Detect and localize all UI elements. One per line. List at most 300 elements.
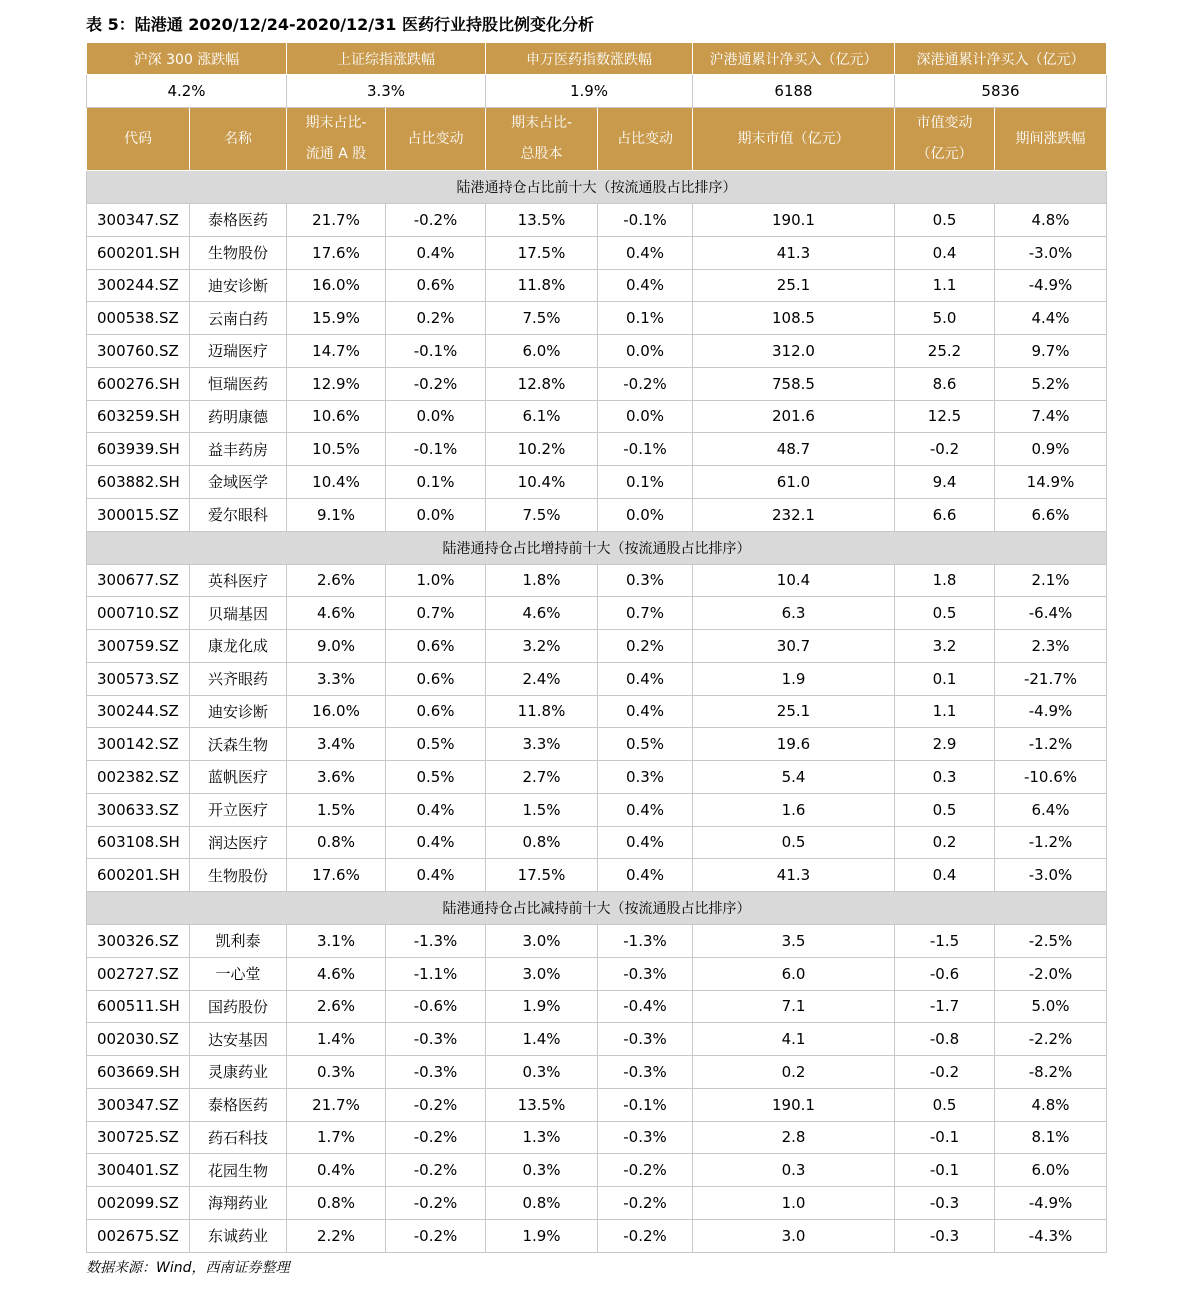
table-row [87, 957, 1107, 990]
table-row [87, 990, 1107, 1023]
stock-name: 药明康德 [190, 400, 287, 433]
table-cell: 0.0% [386, 400, 486, 433]
col-header-total-change: 占比变动 [598, 108, 693, 171]
table-cell: 232.1 [693, 498, 895, 531]
table-cell: 2.3% [995, 630, 1107, 663]
stock-code: 002030.SZ [87, 1023, 190, 1056]
table-cell: 3.2% [486, 630, 598, 663]
table-cell: -4.9% [995, 269, 1107, 302]
stock-name: 海翔药业 [190, 1187, 287, 1220]
table-cell: 0.2% [386, 302, 486, 335]
table-cell: 17.5% [486, 859, 598, 892]
summary-header: 深港通累计净买入（亿元） [895, 43, 1107, 75]
table-cell: 17.6% [287, 236, 386, 269]
table-cell: 10.6% [287, 400, 386, 433]
table-cell: -0.3% [598, 1056, 693, 1089]
table-cell: -0.2 [895, 433, 995, 466]
table-cell: 0.5% [386, 761, 486, 794]
table-cell: -1.2% [995, 728, 1107, 761]
table-row [87, 269, 1107, 302]
stock-name: 花园生物 [190, 1154, 287, 1187]
table-row [87, 1154, 1107, 1187]
table-row [87, 728, 1107, 761]
table-cell: 14.7% [287, 335, 386, 368]
table-row [87, 662, 1107, 695]
table-cell: 201.6 [693, 400, 895, 433]
summary-value: 3.3% [287, 75, 486, 108]
summary-header: 沪深 300 涨跌幅 [87, 43, 287, 75]
table-cell: 10.2% [486, 433, 598, 466]
stock-code: 603259.SH [87, 400, 190, 433]
table-cell: 0.6% [386, 695, 486, 728]
table-row [87, 400, 1107, 433]
stock-name: 金域医学 [190, 466, 287, 499]
table-cell: 0.4% [598, 793, 693, 826]
table-cell: 0.8% [287, 1187, 386, 1220]
table-cell: -6.4% [995, 597, 1107, 630]
summary-value: 1.9% [486, 75, 693, 108]
table-cell: 0.3% [598, 761, 693, 794]
col-header-total-ratio [486, 108, 598, 171]
table-cell: 0.8% [287, 826, 386, 859]
table-cell: 8.6 [895, 367, 995, 400]
table-cell: 4.8% [995, 204, 1107, 237]
table-cell: 0.5 [895, 793, 995, 826]
table-cell: -0.1% [598, 204, 693, 237]
table-cell: -0.2% [598, 367, 693, 400]
table-cell: 1.1 [895, 695, 995, 728]
table-cell: 7.1 [693, 990, 895, 1023]
table-cell: 1.4% [486, 1023, 598, 1056]
table-cell: 0.7% [386, 597, 486, 630]
table-cell: 6.3 [693, 597, 895, 630]
table-cell: 0.3% [486, 1154, 598, 1187]
holdings-table [86, 42, 1107, 1253]
table-cell: -2.0% [995, 957, 1107, 990]
stock-name: 药石科技 [190, 1121, 287, 1154]
table-cell: 4.6% [287, 957, 386, 990]
data-source-note: 数据来源：Wind，西南证券整理 [86, 1260, 290, 1276]
stock-code: 300244.SZ [87, 695, 190, 728]
table-cell: -0.4% [598, 990, 693, 1023]
stock-name: 达安基因 [190, 1023, 287, 1056]
stock-code: 300347.SZ [87, 204, 190, 237]
table-cell: -0.2 [895, 1056, 995, 1089]
table-cell: -3.0% [995, 859, 1107, 892]
table-row [87, 236, 1107, 269]
table-cell: -0.1% [386, 335, 486, 368]
table-cell: 5.2% [995, 367, 1107, 400]
col-header-line: 流通 A 股 [305, 146, 367, 162]
table-cell: 9.7% [995, 335, 1107, 368]
col-header-mv-change [895, 108, 995, 171]
stock-name: 云南白药 [190, 302, 287, 335]
col-header-float-ratio [287, 108, 386, 171]
stock-code: 300760.SZ [87, 335, 190, 368]
table-cell: 4.6% [486, 597, 598, 630]
table-cell: 2.7% [486, 761, 598, 794]
table-title: 表 5：陆港通 2020/12/24-2020/12/31 医药行业持股比例变化分析 [86, 15, 594, 34]
table-cell: 0.9% [995, 433, 1107, 466]
table-row [87, 1088, 1107, 1121]
table-cell: 1.9% [486, 990, 598, 1023]
table-cell: 3.3% [486, 728, 598, 761]
table-cell: -21.7% [995, 662, 1107, 695]
section-title: 陆港通持仓占比增持前十大（按流通股占比排序） [87, 531, 1107, 564]
table-cell: 12.5 [895, 400, 995, 433]
table-row [87, 859, 1107, 892]
table-cell: 0.0% [386, 498, 486, 531]
stock-code: 300326.SZ [87, 925, 190, 958]
table-cell: -0.3% [386, 1023, 486, 1056]
table-row [87, 302, 1107, 335]
stock-name: 迪安诊断 [190, 269, 287, 302]
table-row [87, 433, 1107, 466]
table-cell: 190.1 [693, 204, 895, 237]
table-cell: -0.3 [895, 1219, 995, 1252]
stock-name: 生物股份 [190, 859, 287, 892]
table-cell: 1.6 [693, 793, 895, 826]
table-row [87, 925, 1107, 958]
table-cell: -1.5 [895, 925, 995, 958]
stock-code: 300347.SZ [87, 1088, 190, 1121]
table-cell: -0.2% [598, 1154, 693, 1187]
table-cell: 0.4 [895, 859, 995, 892]
section-title: 陆港通持仓占比前十大（按流通股占比排序） [87, 171, 1107, 204]
table-row [87, 793, 1107, 826]
stock-name: 益丰药房 [190, 433, 287, 466]
table-row [87, 1056, 1107, 1089]
table-cell: 0.5 [895, 597, 995, 630]
stock-name: 沃森生物 [190, 728, 287, 761]
table-cell: 0.6% [386, 662, 486, 695]
table-cell: 0.3% [486, 1056, 598, 1089]
table-row [87, 597, 1107, 630]
table-cell: 10.4% [287, 466, 386, 499]
table-row [87, 1187, 1107, 1220]
table-cell: -0.1% [598, 1088, 693, 1121]
stock-code: 300725.SZ [87, 1121, 190, 1154]
table-cell: 48.7 [693, 433, 895, 466]
col-header-market-value: 期末市值（亿元） [693, 108, 895, 171]
table-cell: 0.5 [693, 826, 895, 859]
summary-header: 沪港通累计净买入（亿元） [693, 43, 895, 75]
table-row [87, 466, 1107, 499]
table-row [87, 335, 1107, 368]
stock-name: 国药股份 [190, 990, 287, 1023]
table-cell: 0.1% [598, 302, 693, 335]
table-cell: -0.2% [386, 1121, 486, 1154]
stock-name: 泰格医药 [190, 204, 287, 237]
table-cell: 108.5 [693, 302, 895, 335]
stock-code: 300142.SZ [87, 728, 190, 761]
table-cell: 312.0 [693, 335, 895, 368]
table-cell: -3.0% [995, 236, 1107, 269]
table-cell: -0.3% [598, 1023, 693, 1056]
stock-code: 300015.SZ [87, 498, 190, 531]
table-cell: 6.0% [995, 1154, 1107, 1187]
table-cell: 21.7% [287, 204, 386, 237]
table-cell: -8.2% [995, 1056, 1107, 1089]
table-cell: 1.8 [895, 564, 995, 597]
table-cell: 0.6% [386, 630, 486, 663]
col-header-line: 期末占比- [305, 115, 367, 131]
table-cell: -1.7 [895, 990, 995, 1023]
stock-name: 英科医疗 [190, 564, 287, 597]
table-cell: -4.9% [995, 695, 1107, 728]
col-header-period-return: 期间涨跌幅 [995, 108, 1107, 171]
table-cell: -2.5% [995, 925, 1107, 958]
table-cell: -1.2% [995, 826, 1107, 859]
table-cell: 9.0% [287, 630, 386, 663]
summary-value: 4.2% [87, 75, 287, 108]
table-cell: 25.2 [895, 335, 995, 368]
table-row [87, 630, 1107, 663]
table-cell: 9.4 [895, 466, 995, 499]
table-cell: -0.1 [895, 1121, 995, 1154]
table-cell: 2.2% [287, 1219, 386, 1252]
col-header-line: 市值变动 [916, 115, 973, 131]
table-cell: 0.4% [598, 662, 693, 695]
table-cell: 0.1% [386, 466, 486, 499]
table-cell: 30.7 [693, 630, 895, 663]
table-cell: 3.0 [693, 1219, 895, 1252]
table-cell: 0.3% [287, 1056, 386, 1089]
stock-name: 迪安诊断 [190, 695, 287, 728]
stock-code: 603669.SH [87, 1056, 190, 1089]
table-cell: 0.4 [895, 236, 995, 269]
table-cell: 13.5% [486, 204, 598, 237]
table-cell: 3.1% [287, 925, 386, 958]
table-cell: -0.3% [598, 1121, 693, 1154]
table-cell: 41.3 [693, 236, 895, 269]
table-cell: 0.4% [598, 695, 693, 728]
table-cell: 17.6% [287, 859, 386, 892]
stock-code: 600201.SH [87, 236, 190, 269]
table-cell: -0.1% [598, 433, 693, 466]
summary-header: 申万医药指数涨跌幅 [486, 43, 693, 75]
table-cell: -0.2% [386, 1219, 486, 1252]
table-cell: 0.2 [895, 826, 995, 859]
stock-name: 生物股份 [190, 236, 287, 269]
table-cell: 13.5% [486, 1088, 598, 1121]
table-cell: 17.5% [486, 236, 598, 269]
table-cell: 2.9 [895, 728, 995, 761]
stock-code: 603108.SH [87, 826, 190, 859]
table-row [87, 1023, 1107, 1056]
table-cell: -4.9% [995, 1187, 1107, 1220]
stock-code: 300573.SZ [87, 662, 190, 695]
stock-code: 002099.SZ [87, 1187, 190, 1220]
table-cell: 1.0% [386, 564, 486, 597]
table-cell: 11.8% [486, 695, 598, 728]
table-row [87, 204, 1107, 237]
table-cell: -0.2% [386, 367, 486, 400]
table-row [87, 695, 1107, 728]
stock-name: 恒瑞医药 [190, 367, 287, 400]
table-row [87, 564, 1107, 597]
stock-code: 300677.SZ [87, 564, 190, 597]
table-cell: -0.3% [386, 1056, 486, 1089]
stock-code: 600511.SH [87, 990, 190, 1023]
table-cell: 0.2% [598, 630, 693, 663]
table-cell: 1.8% [486, 564, 598, 597]
col-header-float-change: 占比变动 [386, 108, 486, 171]
table-cell: 1.5% [287, 793, 386, 826]
table-cell: 0.5% [598, 728, 693, 761]
table-cell: -10.6% [995, 761, 1107, 794]
table-row [87, 498, 1107, 531]
table-cell: -4.3% [995, 1219, 1107, 1252]
table-cell: -1.1% [386, 957, 486, 990]
table-cell: 6.6% [995, 498, 1107, 531]
table-row [87, 826, 1107, 859]
table-cell: 0.4% [598, 859, 693, 892]
summary-value: 5836 [895, 75, 1107, 108]
table-cell: 3.0% [486, 925, 598, 958]
table-cell: -0.3% [598, 957, 693, 990]
table-cell: 6.0 [693, 957, 895, 990]
table-cell: -0.8 [895, 1023, 995, 1056]
section-title: 陆港通持仓占比减持前十大（按流通股占比排序） [87, 892, 1107, 925]
table-cell: 0.3% [598, 564, 693, 597]
table-cell: 15.9% [287, 302, 386, 335]
table-cell: 2.8 [693, 1121, 895, 1154]
stock-name: 泰格医药 [190, 1088, 287, 1121]
summary-header: 上证综指涨跌幅 [287, 43, 486, 75]
table-cell: 8.1% [995, 1121, 1107, 1154]
table-cell: -0.2% [598, 1219, 693, 1252]
col-header-line: 期末占比- [510, 115, 573, 131]
table-cell: 758.5 [693, 367, 895, 400]
table-cell: 3.5 [693, 925, 895, 958]
stock-code: 300759.SZ [87, 630, 190, 663]
table-cell: 25.1 [693, 695, 895, 728]
summary-header-row [87, 43, 1107, 75]
table-cell: 3.3% [287, 662, 386, 695]
table-cell: -0.6 [895, 957, 995, 990]
table-cell: 1.9 [693, 662, 895, 695]
table-cell: 0.4% [386, 793, 486, 826]
table-cell: 2.6% [287, 564, 386, 597]
table-cell: 1.0 [693, 1187, 895, 1220]
table-cell: 19.6 [693, 728, 895, 761]
table-row [87, 761, 1107, 794]
table-cell: 5.0 [895, 302, 995, 335]
table-cell: 0.0% [598, 400, 693, 433]
summary-value-row [87, 75, 1107, 108]
table-cell: 3.6% [287, 761, 386, 794]
table-cell: 12.9% [287, 367, 386, 400]
table-cell: 2.6% [287, 990, 386, 1023]
stock-name: 康龙化成 [190, 630, 287, 663]
table-cell: 16.0% [287, 695, 386, 728]
table-cell: 10.4% [486, 466, 598, 499]
stock-code: 002675.SZ [87, 1219, 190, 1252]
table-cell: -0.2% [386, 1088, 486, 1121]
stock-name: 东诚药业 [190, 1219, 287, 1252]
table-cell: 4.4% [995, 302, 1107, 335]
table-cell: -0.1 [895, 1154, 995, 1187]
table-cell: 6.0% [486, 335, 598, 368]
table-cell: -1.3% [386, 925, 486, 958]
table-cell: 0.3 [895, 761, 995, 794]
table-cell: 0.2 [693, 1056, 895, 1089]
table-cell: -2.2% [995, 1023, 1107, 1056]
table-cell: -0.2% [386, 1187, 486, 1220]
stock-code: 000538.SZ [87, 302, 190, 335]
table-cell: 0.4% [598, 826, 693, 859]
section-header-row [87, 531, 1107, 564]
stock-name: 迈瑞医疗 [190, 335, 287, 368]
table-cell: 7.4% [995, 400, 1107, 433]
stock-name: 一心堂 [190, 957, 287, 990]
stock-code: 600276.SH [87, 367, 190, 400]
stock-name: 贝瑞基因 [190, 597, 287, 630]
stock-name: 爱尔眼科 [190, 498, 287, 531]
stock-name: 灵康药业 [190, 1056, 287, 1089]
table-cell: 5.4 [693, 761, 895, 794]
table-cell: 25.1 [693, 269, 895, 302]
table-cell: -1.3% [598, 925, 693, 958]
table-cell: -0.2% [386, 204, 486, 237]
table-cell: 0.6% [386, 269, 486, 302]
table-cell: 4.1 [693, 1023, 895, 1056]
table-cell: 1.7% [287, 1121, 386, 1154]
table-cell: 4.6% [287, 597, 386, 630]
table-cell: 0.4% [287, 1154, 386, 1187]
table-cell: 3.4% [287, 728, 386, 761]
table-cell: -0.1% [386, 433, 486, 466]
table-cell: -0.2% [598, 1187, 693, 1220]
table-cell: 1.4% [287, 1023, 386, 1056]
table-cell: 5.0% [995, 990, 1107, 1023]
table-cell: 16.0% [287, 269, 386, 302]
table-cell: 1.1 [895, 269, 995, 302]
col-header-line: 总股本 [520, 146, 563, 162]
table-cell: 0.1 [895, 662, 995, 695]
table-cell: 0.4% [386, 236, 486, 269]
summary-value: 6188 [693, 75, 895, 108]
table-cell: 3.2 [895, 630, 995, 663]
stock-code: 603939.SH [87, 433, 190, 466]
table-cell: 0.7% [598, 597, 693, 630]
section-header-row [87, 892, 1107, 925]
table-cell: 6.6 [895, 498, 995, 531]
table-row [87, 1219, 1107, 1252]
stock-code: 600201.SH [87, 859, 190, 892]
stock-name: 兴齐眼药 [190, 662, 287, 695]
table-cell: 0.8% [486, 1187, 598, 1220]
section-header-row [87, 171, 1107, 204]
table-cell: 10.4 [693, 564, 895, 597]
table-cell: 11.8% [486, 269, 598, 302]
table-cell: 1.3% [486, 1121, 598, 1154]
table-cell: 12.8% [486, 367, 598, 400]
table-cell: 0.4% [386, 859, 486, 892]
col-header-line: （亿元） [916, 146, 973, 162]
stock-code: 000710.SZ [87, 597, 190, 630]
table-cell: 0.4% [598, 269, 693, 302]
table-cell: 10.5% [287, 433, 386, 466]
col-header-code: 代码 [87, 108, 190, 171]
table-cell: 0.0% [598, 335, 693, 368]
stock-code: 300244.SZ [87, 269, 190, 302]
table-row [87, 367, 1107, 400]
table-cell: 0.4% [598, 236, 693, 269]
table-row [87, 1121, 1107, 1154]
stock-name: 凯利泰 [190, 925, 287, 958]
